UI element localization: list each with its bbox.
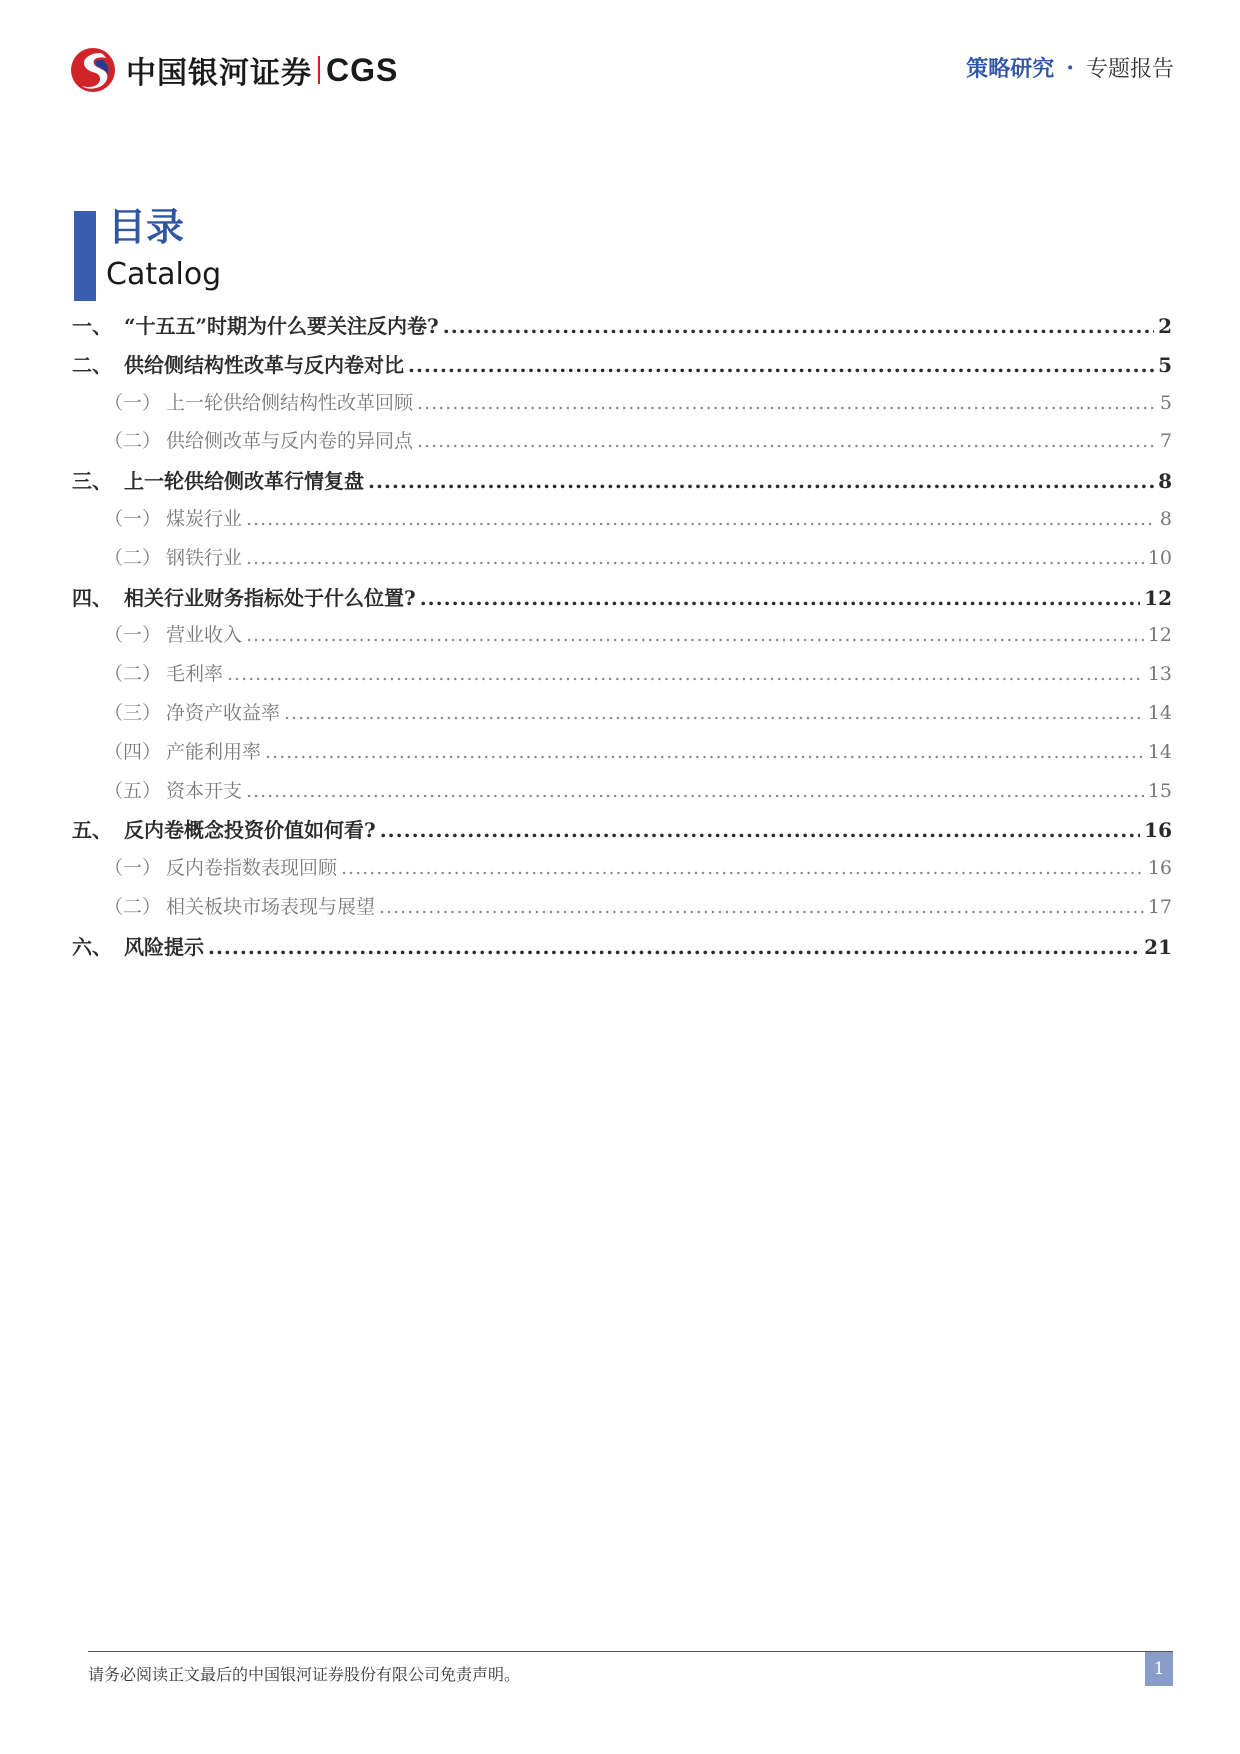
page-number: 1 bbox=[1145, 1652, 1173, 1686]
report-type-label: 专题报告 bbox=[1085, 57, 1174, 82]
toc-entry-page: 8 bbox=[1159, 507, 1172, 530]
toc-entry-title: 反内卷概念投资价值如何看? bbox=[124, 818, 376, 843]
toc-entry-number: （一） bbox=[104, 857, 162, 880]
toc-entry-page: 8 bbox=[1158, 469, 1172, 494]
toc-entry[interactable] bbox=[72, 349, 1172, 388]
toc-dot-leader bbox=[284, 702, 1144, 724]
toc-entry[interactable] bbox=[72, 698, 1172, 737]
catalog-subtitle: Catalog bbox=[106, 257, 222, 292]
toc-entry-number: （四） bbox=[104, 740, 162, 763]
toc-entry-number: （一） bbox=[104, 507, 162, 530]
toc-entry-number: 三、 bbox=[72, 469, 112, 494]
header-separator-dot: · bbox=[1066, 54, 1074, 81]
toc-entry[interactable] bbox=[72, 737, 1172, 776]
toc-dot-leader bbox=[208, 935, 1140, 959]
toc-entry-title: “十五五”时期为什么要关注反内卷? bbox=[124, 314, 439, 338]
toc-entry-title: 净资产收益率 bbox=[166, 701, 281, 724]
toc-entry-number: 一、 bbox=[72, 314, 112, 338]
toc-entry[interactable] bbox=[72, 853, 1172, 892]
report-category bbox=[966, 52, 1174, 83]
toc-dot-leader bbox=[408, 353, 1154, 377]
toc-entry-number: （二） bbox=[104, 895, 162, 918]
toc-entry[interactable] bbox=[72, 776, 1172, 815]
toc-entry-page: 13 bbox=[1147, 663, 1172, 686]
catalog-heading bbox=[74, 205, 474, 297]
toc-entry[interactable] bbox=[72, 659, 1172, 698]
toc-entry[interactable] bbox=[72, 543, 1172, 582]
catalog-accent-bar bbox=[74, 211, 96, 301]
toc-entry-number: （二） bbox=[104, 663, 162, 686]
toc-entry-number: （一） bbox=[104, 391, 162, 414]
toc-entry-title: 供给侧改革与反内卷的异同点 bbox=[166, 430, 414, 453]
toc-dot-leader bbox=[417, 430, 1156, 452]
toc-entry-page: 12 bbox=[1144, 585, 1172, 610]
cgs-logo-icon bbox=[70, 47, 116, 93]
toc-entry[interactable] bbox=[72, 388, 1172, 427]
toc-entry-page: 15 bbox=[1147, 779, 1172, 802]
toc-entry[interactable] bbox=[72, 465, 1172, 504]
toc-entry-number: （二） bbox=[104, 430, 162, 453]
brand-name-en: CGS bbox=[326, 51, 399, 88]
toc-entry-page: 16 bbox=[1144, 818, 1172, 843]
toc-entry-title: 资本开支 bbox=[166, 779, 243, 802]
toc-dot-leader bbox=[246, 624, 1144, 646]
toc-entry-title: 供给侧结构性改革与反内卷对比 bbox=[124, 352, 404, 377]
toc-entry-number: （一） bbox=[104, 624, 162, 647]
toc-dot-leader bbox=[246, 547, 1144, 569]
toc-entry-title: 相关行业财务指标处于什么位置? bbox=[124, 585, 416, 610]
toc-entry-number: 六、 bbox=[72, 934, 112, 959]
table-of-contents bbox=[72, 310, 1172, 970]
toc-entry-number: （三） bbox=[104, 701, 162, 724]
toc-entry-title: 营业收入 bbox=[166, 624, 243, 647]
catalog-title: 目录 bbox=[108, 204, 185, 249]
toc-dot-leader bbox=[443, 314, 1154, 338]
toc-entry[interactable] bbox=[72, 892, 1172, 931]
toc-dot-leader bbox=[246, 508, 1156, 530]
toc-dot-leader bbox=[380, 818, 1140, 842]
toc-dot-leader bbox=[227, 663, 1144, 685]
toc-entry-number: 五、 bbox=[72, 818, 112, 843]
report-category-label: 策略研究 bbox=[966, 56, 1055, 82]
toc-entry-title: 煤炭行业 bbox=[166, 507, 243, 530]
toc-entry-title: 相关板块市场表现与展望 bbox=[166, 895, 376, 918]
brand-name-cn: 中国银河证券 bbox=[126, 56, 312, 91]
toc-dot-leader bbox=[379, 896, 1144, 918]
toc-dot-leader bbox=[265, 741, 1144, 763]
toc-entry[interactable] bbox=[72, 310, 1172, 349]
brand-separator bbox=[318, 56, 320, 84]
toc-entry[interactable] bbox=[72, 504, 1172, 543]
footer-divider bbox=[88, 1651, 1173, 1652]
toc-entry-title: 上一轮供给侧改革行情复盘 bbox=[124, 469, 364, 494]
toc-entry[interactable] bbox=[72, 814, 1172, 853]
toc-entry-page: 21 bbox=[1144, 934, 1172, 959]
toc-entry-title: 产能利用率 bbox=[166, 740, 262, 763]
toc-entry-page: 10 bbox=[1147, 546, 1172, 569]
toc-entry-page: 2 bbox=[1158, 314, 1172, 338]
toc-entry-page: 7 bbox=[1159, 430, 1172, 453]
toc-entry-page: 5 bbox=[1159, 391, 1172, 414]
toc-dot-leader bbox=[368, 469, 1154, 493]
cgs-logo bbox=[70, 44, 410, 96]
toc-dot-leader bbox=[420, 586, 1140, 610]
toc-dot-leader bbox=[246, 780, 1144, 802]
toc-entry[interactable] bbox=[72, 426, 1172, 465]
toc-entry-page: 5 bbox=[1158, 352, 1172, 377]
toc-entry-title: 风险提示 bbox=[124, 934, 204, 959]
toc-entry[interactable] bbox=[72, 620, 1172, 659]
footer-disclaimer: 请务必阅读正文最后的中国银河证券股份有限公司免责声明。 bbox=[88, 1665, 521, 1684]
toc-entry-page: 14 bbox=[1147, 701, 1172, 724]
toc-entry-title: 上一轮供给侧结构性改革回顾 bbox=[166, 391, 414, 414]
toc-entry-title: 反内卷指数表现回顾 bbox=[166, 857, 338, 880]
toc-entry-number: 四、 bbox=[72, 585, 112, 610]
toc-entry[interactable] bbox=[72, 582, 1172, 621]
toc-dot-leader bbox=[417, 392, 1156, 414]
toc-entry-number: 二、 bbox=[72, 352, 112, 377]
toc-entry-page: 17 bbox=[1147, 895, 1172, 918]
toc-entry-number: （五） bbox=[104, 779, 162, 802]
page-header bbox=[0, 0, 1240, 120]
toc-entry-page: 12 bbox=[1147, 624, 1172, 647]
toc-entry-title: 毛利率 bbox=[166, 663, 224, 686]
toc-entry-page: 16 bbox=[1147, 857, 1172, 880]
toc-entry[interactable] bbox=[72, 931, 1172, 970]
toc-entry-page: 14 bbox=[1147, 740, 1172, 763]
toc-entry-title: 钢铁行业 bbox=[166, 546, 243, 569]
toc-entry-number: （二） bbox=[104, 546, 162, 569]
toc-dot-leader bbox=[341, 857, 1144, 879]
